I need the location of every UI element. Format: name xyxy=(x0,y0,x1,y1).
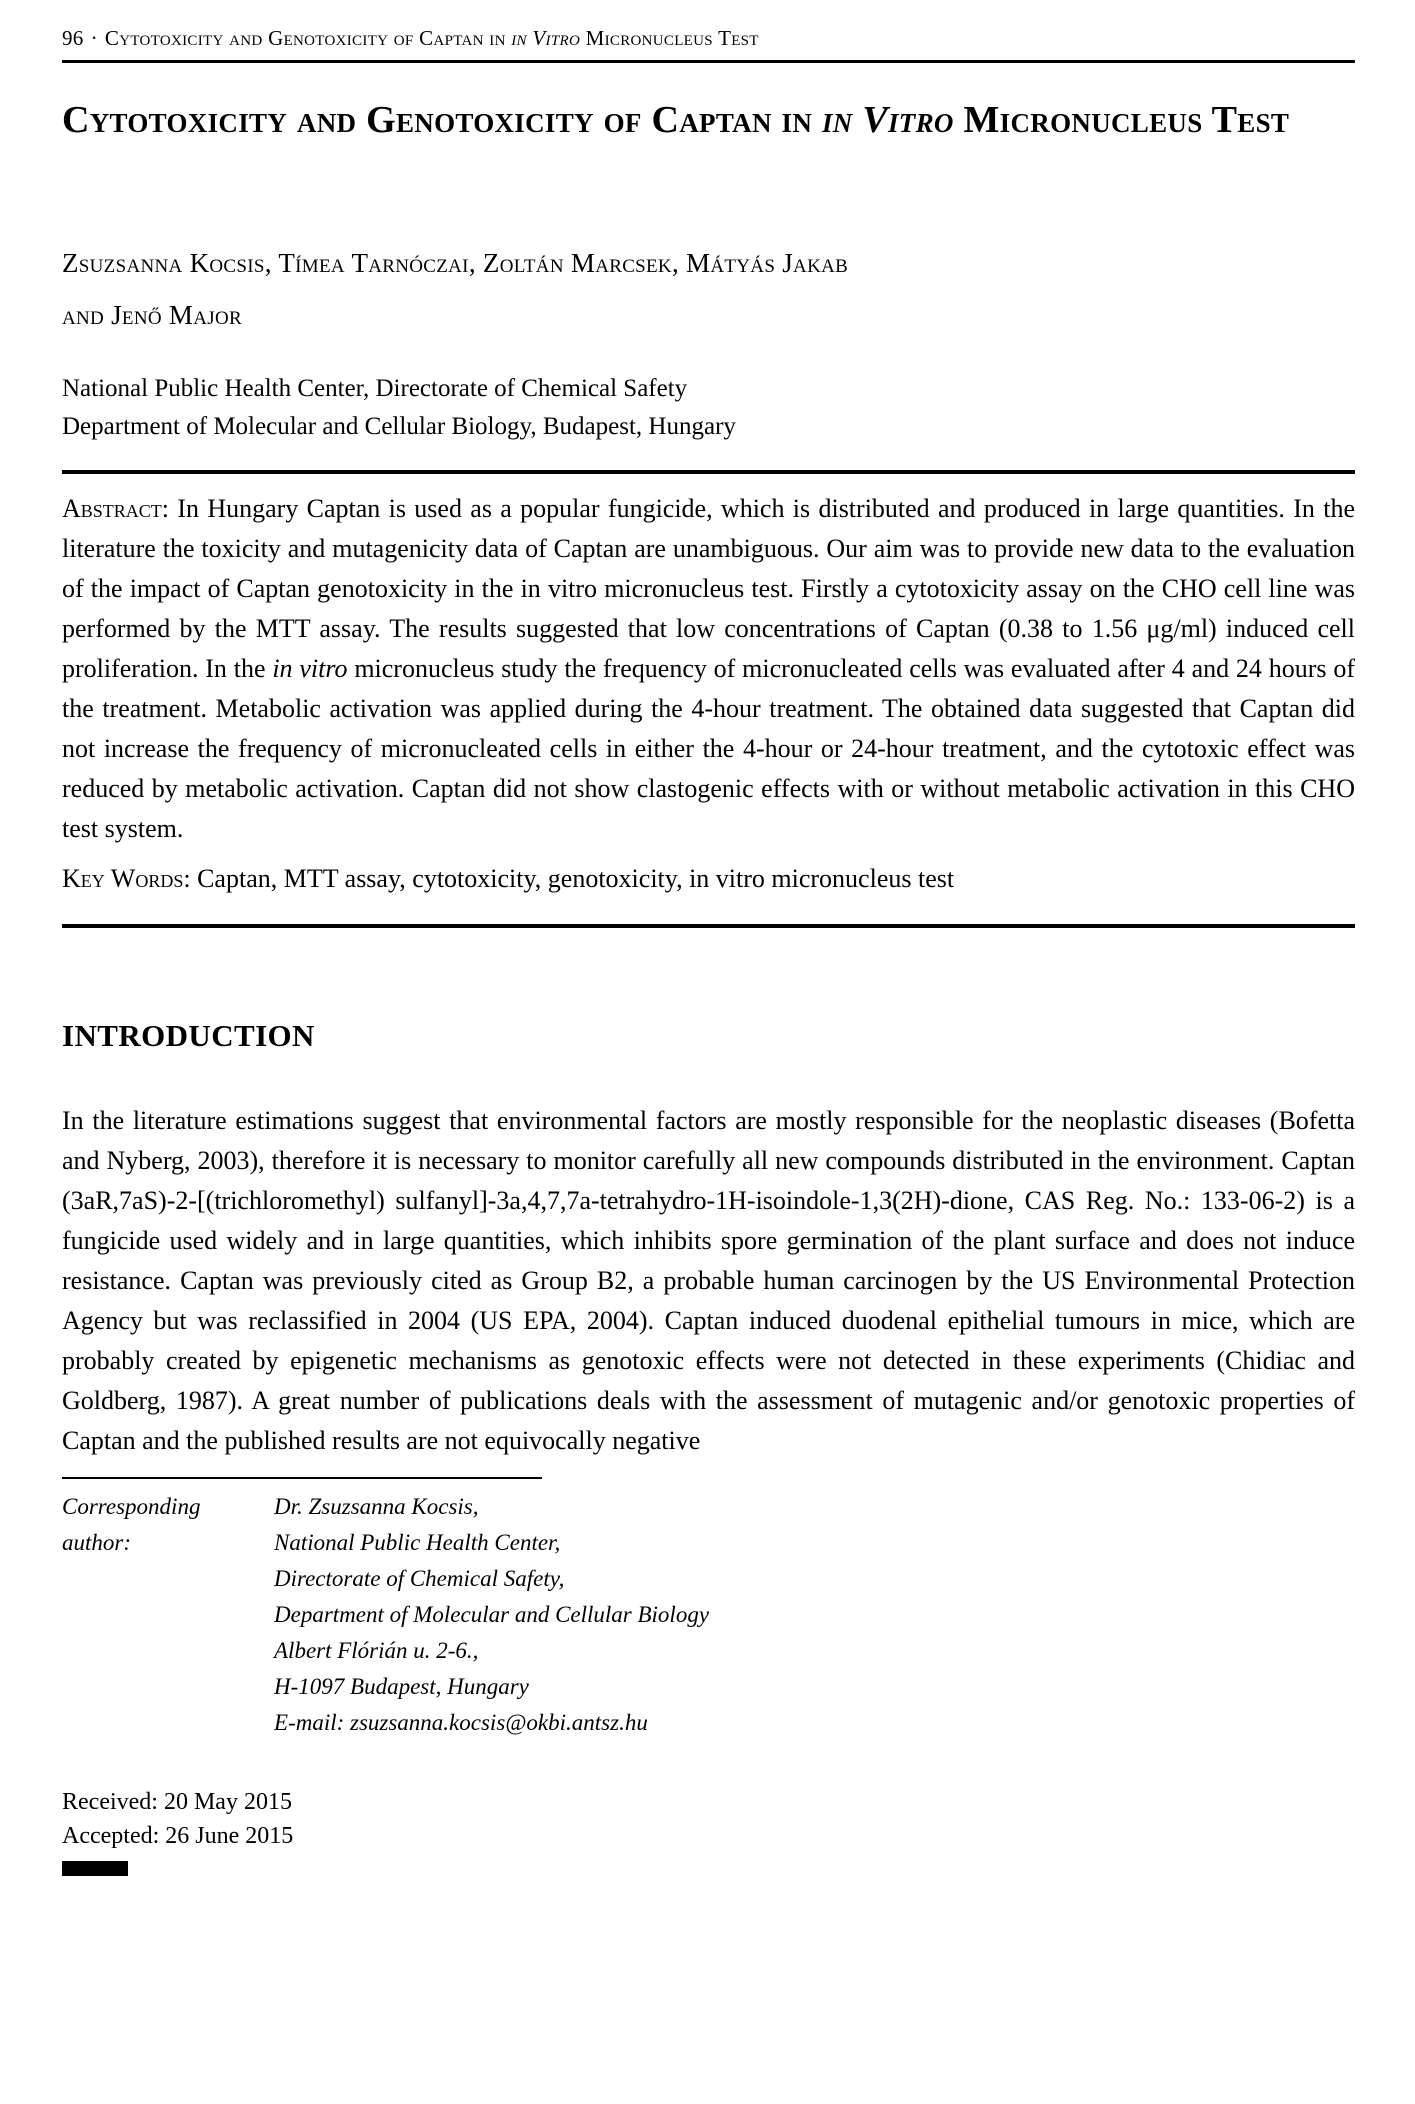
footnote-rule xyxy=(62,1477,542,1479)
address-line: National Public Health Center, xyxy=(274,1529,561,1555)
affiliation xyxy=(62,370,1355,446)
corresponding-author-address xyxy=(274,1489,1355,1741)
address-line: Albert Flórián u. 2-6., xyxy=(274,1637,479,1663)
header-separator: · xyxy=(90,26,98,50)
introduction-heading: INTRODUCTION xyxy=(62,1017,315,1053)
corresponding-author-note xyxy=(62,1489,1355,1741)
keywords-text: Captan, MTT assay, cytotoxicity, genotoxicity, in vitro micronucleus test xyxy=(190,863,955,893)
authors-line-2: and Jenő Major xyxy=(62,300,242,331)
abstract-text-part1: In Hungary Captan is used as a popular fungicide, which is distributed and produced in large quantities. In the literature the toxicity and mutagenicity data of Captan are unambiguous. Our aim was to provide new data to the evaluation of the impact of Captan genotoxicity in the in vitro micronucleus test. Firstly a cytotoxicity assay on the CHO cell line was performed by the MTT assay. The results suggested that low concentrations of Captan (0.38 to 1.56 μg/ml) induced cell proliferation. In the xyxy=(62,493,1355,683)
manuscript-dates xyxy=(62,1785,1355,1853)
address-line: E-mail: zsuzsanna.kocsis@okbi.antsz.hu xyxy=(274,1709,648,1735)
abstract-top-rule xyxy=(62,470,1355,474)
page-number: 96 xyxy=(62,26,84,50)
title-part1: Cytotoxicity and Genotoxicity of Captan in xyxy=(62,99,822,141)
keywords-bottom-rule xyxy=(62,924,1355,928)
affiliation-line-1: National Public Health Center, Directorate of Chemical Safety xyxy=(62,374,688,402)
footer-bar xyxy=(62,1861,128,1876)
running-header xyxy=(62,26,1355,51)
abstract-text-italic: in vitro xyxy=(272,653,348,683)
keywords-label: Key Words: xyxy=(62,863,191,893)
address-line: Department of Molecular and Cellular Biology xyxy=(274,1601,710,1627)
abstract-label: Abstract: xyxy=(62,493,170,523)
introduction-paragraph: In the literature estimations suggest that environmental factors are mostly responsible for the neoplastic diseases (Bofetta and Nyberg, 2003), therefore it is necessary to monitor carefully all new compounds distributed in the environment. Captan (3aR,7aS)-2-[(trichloromethyl) sulfanyl]-3a,4,7,7a-tetrahydro-1H-isoindole-1,3(2H)-dione, CAS Reg. No.: 133-06-2) is a fungicide used widely and in large quantities, which inhibits spore germination of the plant surface and does not induce resistance. Captan was previously cited as Group B2, a probable human carcinogen by the US Environmental Protection Agency but was reclassified in 2004 (US EPA, 2004). Captan induced duodenal epithelial tumours in mice, which are probably created by epigenetic mechanisms as genotoxic effects were not detected in these experiments (Chidiac and Goldberg, 1987). A great number of publications deals with the assessment of mutagenic and/or genotoxic properties of Captan and the published results are not equivocally negative xyxy=(62,1105,1355,1455)
authors-line-1: Zsuzsanna Kocsis, Tímea Tarnóczai, Zoltán Marcsek, Mátyás Jakab xyxy=(62,248,849,279)
affiliation-line-2: Department of Molecular and Cellular Biology, Budapest, Hungary xyxy=(62,412,736,440)
title-italic: in Vitro xyxy=(821,99,954,141)
article-title xyxy=(62,93,1355,147)
address-line: Dr. Zsuzsanna Kocsis, xyxy=(274,1493,479,1519)
header-rule xyxy=(62,60,1355,63)
corresponding-author-label: Corresponding author: xyxy=(62,1493,201,1555)
keywords-line xyxy=(62,859,1355,899)
title-part2: Micronucleus Test xyxy=(953,99,1290,141)
running-title-part2: Micronucleus Test xyxy=(580,26,759,50)
received-date: Received: 20 May 2015 xyxy=(62,1788,292,1815)
accepted-date: Accepted: 26 June 2015 xyxy=(62,1822,294,1849)
address-line: H-1097 Budapest, Hungary xyxy=(274,1673,529,1699)
address-line: Directorate of Chemical Safety, xyxy=(274,1565,565,1591)
author-list xyxy=(62,237,1355,341)
running-title-part1: Cytotoxicity and Genotoxicity of Captan in xyxy=(104,26,512,50)
abstract-text-part2: micronucleus study the frequency of micronucleated cells was evaluated after 4 and 24 hours of the treatment. Metabolic activation was applied during the 4-hour treatment. The obtained data suggested that Captan did not increase the frequency of micronucleated cells in either the 4-hour or 24-hour treatment, and the cytotoxic effect was reduced by metabolic activation. Captan did not show clastogenic effects with or without metabolic activation in this CHO test system. xyxy=(62,653,1355,843)
abstract-paragraph xyxy=(62,489,1355,849)
running-title-italic: in Vitro xyxy=(511,26,581,50)
